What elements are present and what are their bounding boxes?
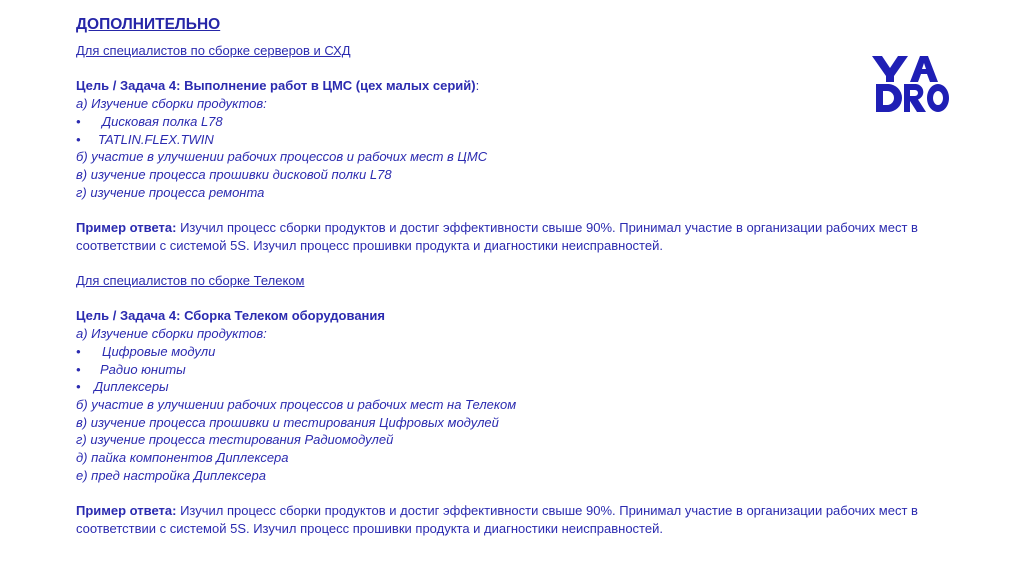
section2-goal: Цель / Задача 4: Сборка Телеком оборудования — [76, 308, 385, 324]
section1-answer — [76, 219, 966, 254]
section1-audience: Для специалистов по сборке серверов и СХД — [76, 43, 351, 58]
section2-bullet-2 — [76, 361, 976, 379]
section2-bullet-1 — [76, 343, 976, 361]
section2-item-c: в) изучение процесса прошивки и тестирования Цифровых модулей — [76, 414, 499, 430]
slide-content — [76, 14, 976, 538]
section2-audience: Для специалистов по сборке Телеком — [76, 273, 305, 289]
section2-bullet-3 — [76, 378, 976, 396]
page-title: ДОПОЛНИТЕЛЬНО — [76, 16, 221, 33]
section1-bullet-2 — [76, 131, 976, 149]
section1-goal-suffix: : — [475, 78, 480, 94]
bullet-icon: • — [76, 131, 81, 147]
section1-item-a: а) Изучение сборки продуктов: — [76, 96, 267, 112]
answer-label: Пример ответа: — [76, 503, 177, 519]
answer-text: Изучил процесс сборки продуктов и достиг эффективности свыше 90%. Принимал участие в организации рабочих мест в соответствии с системой 5S. Изучил процесс прошивки продукта и диагностики неисправностей. — [76, 220, 918, 253]
bullet-text: Диплексеры — [94, 379, 169, 395]
section2-item-a: а) Изучение сборки продуктов: — [76, 326, 267, 342]
section1-bullet-1 — [76, 113, 976, 131]
section1-item-b: б) участие в улучшении рабочих процессов и рабочих мест в ЦМС — [76, 149, 488, 165]
answer-label: Пример ответа: — [76, 220, 177, 235]
bullet-icon: • — [76, 343, 81, 359]
section2-item-f: е) пред настройка Диплексера — [76, 467, 266, 483]
bullet-text: Цифровые модули — [102, 343, 216, 359]
section1-goal — [76, 77, 976, 95]
section2-item-d: г) изучение процесса тестирования Радиомодулей — [76, 432, 394, 448]
section2-item-e: д) пайка компонентов Диплексера — [76, 450, 289, 466]
section2-item-b: б) участие в улучшении рабочих процессов и рабочих мест на Телеком — [76, 397, 517, 412]
answer-text: Изучил процесс сборки продуктов и достиг эффективности свыше 90%. Принимал участие в организации рабочих мест в соответствии с системой 5S. Изучил процесс прошивки продукта и диагностики неисправностей. — [76, 503, 918, 536]
bullet-text: Радио юниты — [100, 361, 186, 377]
yadro-logo-icon — [870, 54, 952, 112]
bullet-text: TATLIN.FLEX.TWIN — [98, 131, 214, 147]
section2-answer — [76, 502, 966, 537]
bullet-icon: • — [76, 379, 81, 395]
section1-goal-text: Цель / Задача 4: Выполнение работ в ЦМС (цех малых серий) — [76, 78, 476, 94]
section1-item-c: в) изучение процесса прошивки дисковой полки L78 — [76, 166, 392, 182]
bullet-text: Дисковая полка L78 — [102, 113, 223, 129]
bullet-icon: • — [76, 113, 81, 129]
bullet-icon: • — [76, 361, 81, 377]
section1-item-d: г) изучение процесса ремонта — [76, 184, 265, 200]
